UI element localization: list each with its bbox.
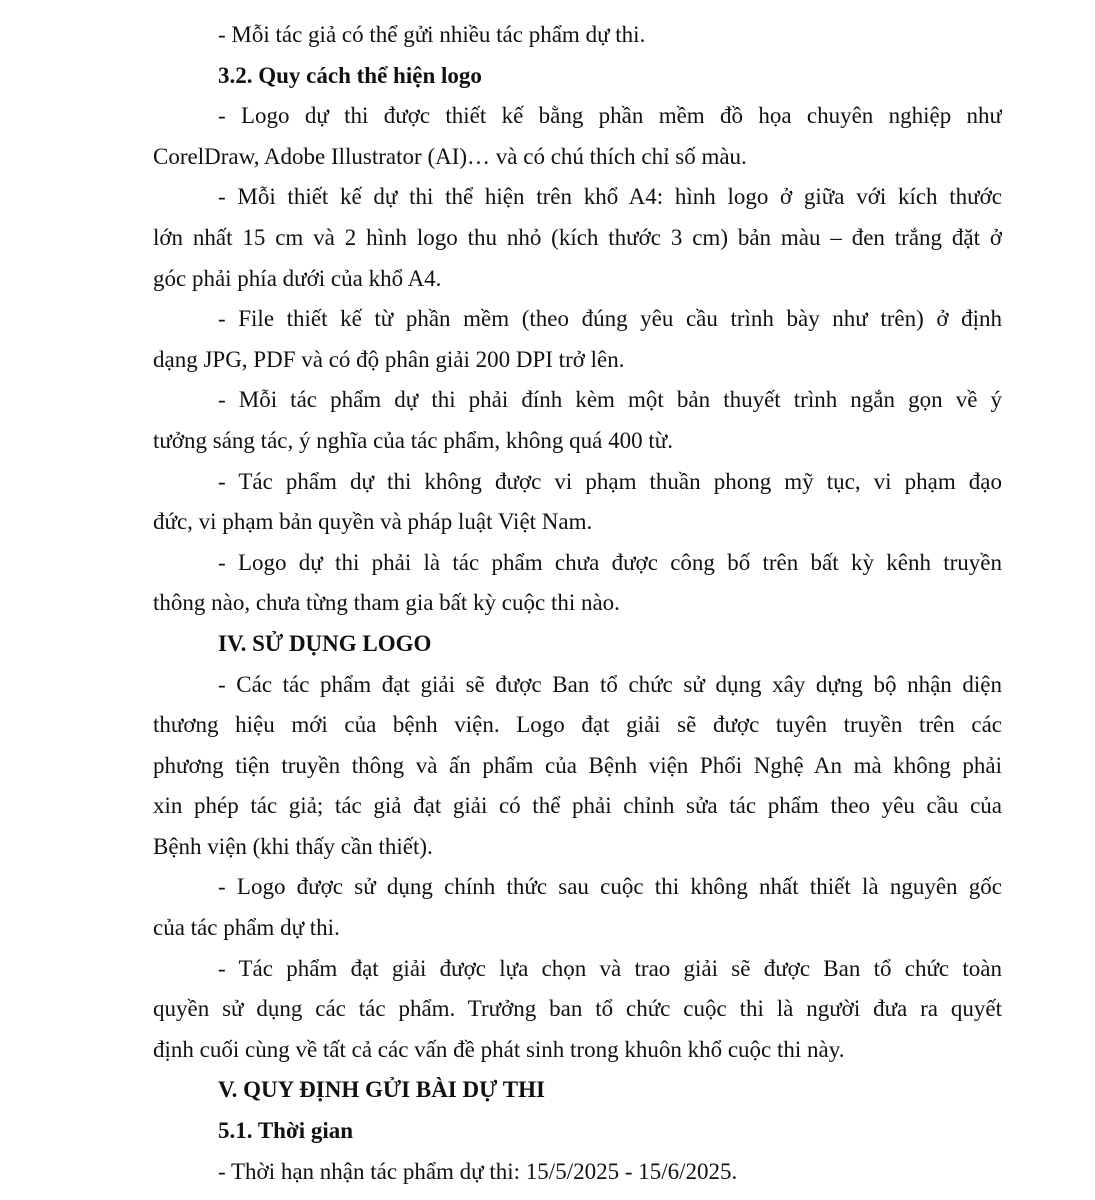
section-heading: IV. SỬ DỤNG LOGO (218, 630, 432, 656)
text-line: - Tác phẩm đạt giải được lựa chọn và trao giải sẽ được Ban tổ chức toàn (218, 955, 1002, 981)
text-line: CorelDraw, Adobe Illustrator (AI)… và có chú thích chỉ số màu. (153, 143, 747, 169)
text-line: - Mỗi thiết kế dự thi thể hiện trên khổ A4: hình logo ở giữa với kích thước (218, 184, 1002, 210)
text-line: - Mỗi tác phẩm dự thi phải đính kèm một bản thuyết trình ngắn gọn về ý (218, 387, 1002, 413)
text-line: quyền sử dụng các tác phẩm. Trưởng ban tổ chức cuộc thi là người đưa ra quyết (153, 996, 1002, 1022)
document-page (153, 15, 1002, 1192)
text-line: đức, vi phạm bản quyền và pháp luật Việt Nam. (153, 509, 593, 535)
text-line: xin phép tác giả; tác giả đạt giải có thể phải chỉnh sửa tác phẩm theo yêu cầu của (153, 793, 1002, 819)
text-line: dạng JPG, PDF và có độ phân giải 200 DPI trở lên. (153, 346, 625, 372)
section-heading: V. QUY ĐỊNH GỬI BÀI DỰ THI (218, 1077, 545, 1103)
text-line: - Thời hạn nhận tác phẩm dự thi: 15/5/2025 - 15/6/2025. (218, 1158, 738, 1184)
text-line: Bệnh viện (khi thấy cần thiết). (153, 833, 433, 859)
text-line: - File thiết kế từ phần mềm (theo đúng yêu cầu trình bày như trên) ở định (218, 306, 1002, 332)
text-line: thông nào, chưa từng tham gia bất kỳ cuộc thi nào. (153, 590, 620, 616)
text-line: - Mỗi tác giả có thể gửi nhiều tác phẩm dự thi. (218, 22, 646, 47)
text-line: góc phải phía dưới của khổ A4. (153, 265, 442, 291)
text-line: - Logo dự thi phải là tác phẩm chưa được công bố trên bất kỳ kênh truyền (218, 549, 1002, 575)
text-line: thương hiệu mới của bệnh viện. Logo đạt giải sẽ được tuyên truyền trên các (153, 712, 1002, 738)
text-line: của tác phẩm dự thi. (153, 915, 340, 941)
text-line: - Tác phẩm dự thi không được vi phạm thuần phong mỹ tục, vi phạm đạo (218, 468, 1002, 494)
text-line: - Logo được sử dụng chính thức sau cuộc thi không nhất thiết là nguyên gốc (218, 874, 1002, 900)
text-line: định cuối cùng về tất cả các vấn đề phát sinh trong khuôn khổ cuộc thi này. (153, 1036, 845, 1062)
section-heading: 5.1. Thời gian (218, 1118, 354, 1144)
text-line: tưởng sáng tác, ý nghĩa của tác phẩm, không quá 400 từ. (153, 427, 673, 453)
text-line: - Logo dự thi được thiết kế bằng phần mềm đồ họa chuyên nghiệp như (218, 103, 1002, 129)
text-line: lớn nhất 15 cm và 2 hình logo thu nhỏ (kích thước 3 cm) bản màu – đen trắng đặt ở (153, 224, 1002, 250)
text-line: phương tiện truyền thông và ấn phẩm của Bệnh viện Phổi Nghệ An mà không phải (153, 752, 1002, 778)
section-heading: 3.2. Quy cách thể hiện logo (218, 62, 482, 88)
text-line: - Các tác phẩm đạt giải sẽ được Ban tổ chức sử dụng xây dựng bộ nhận diện (218, 671, 1002, 697)
